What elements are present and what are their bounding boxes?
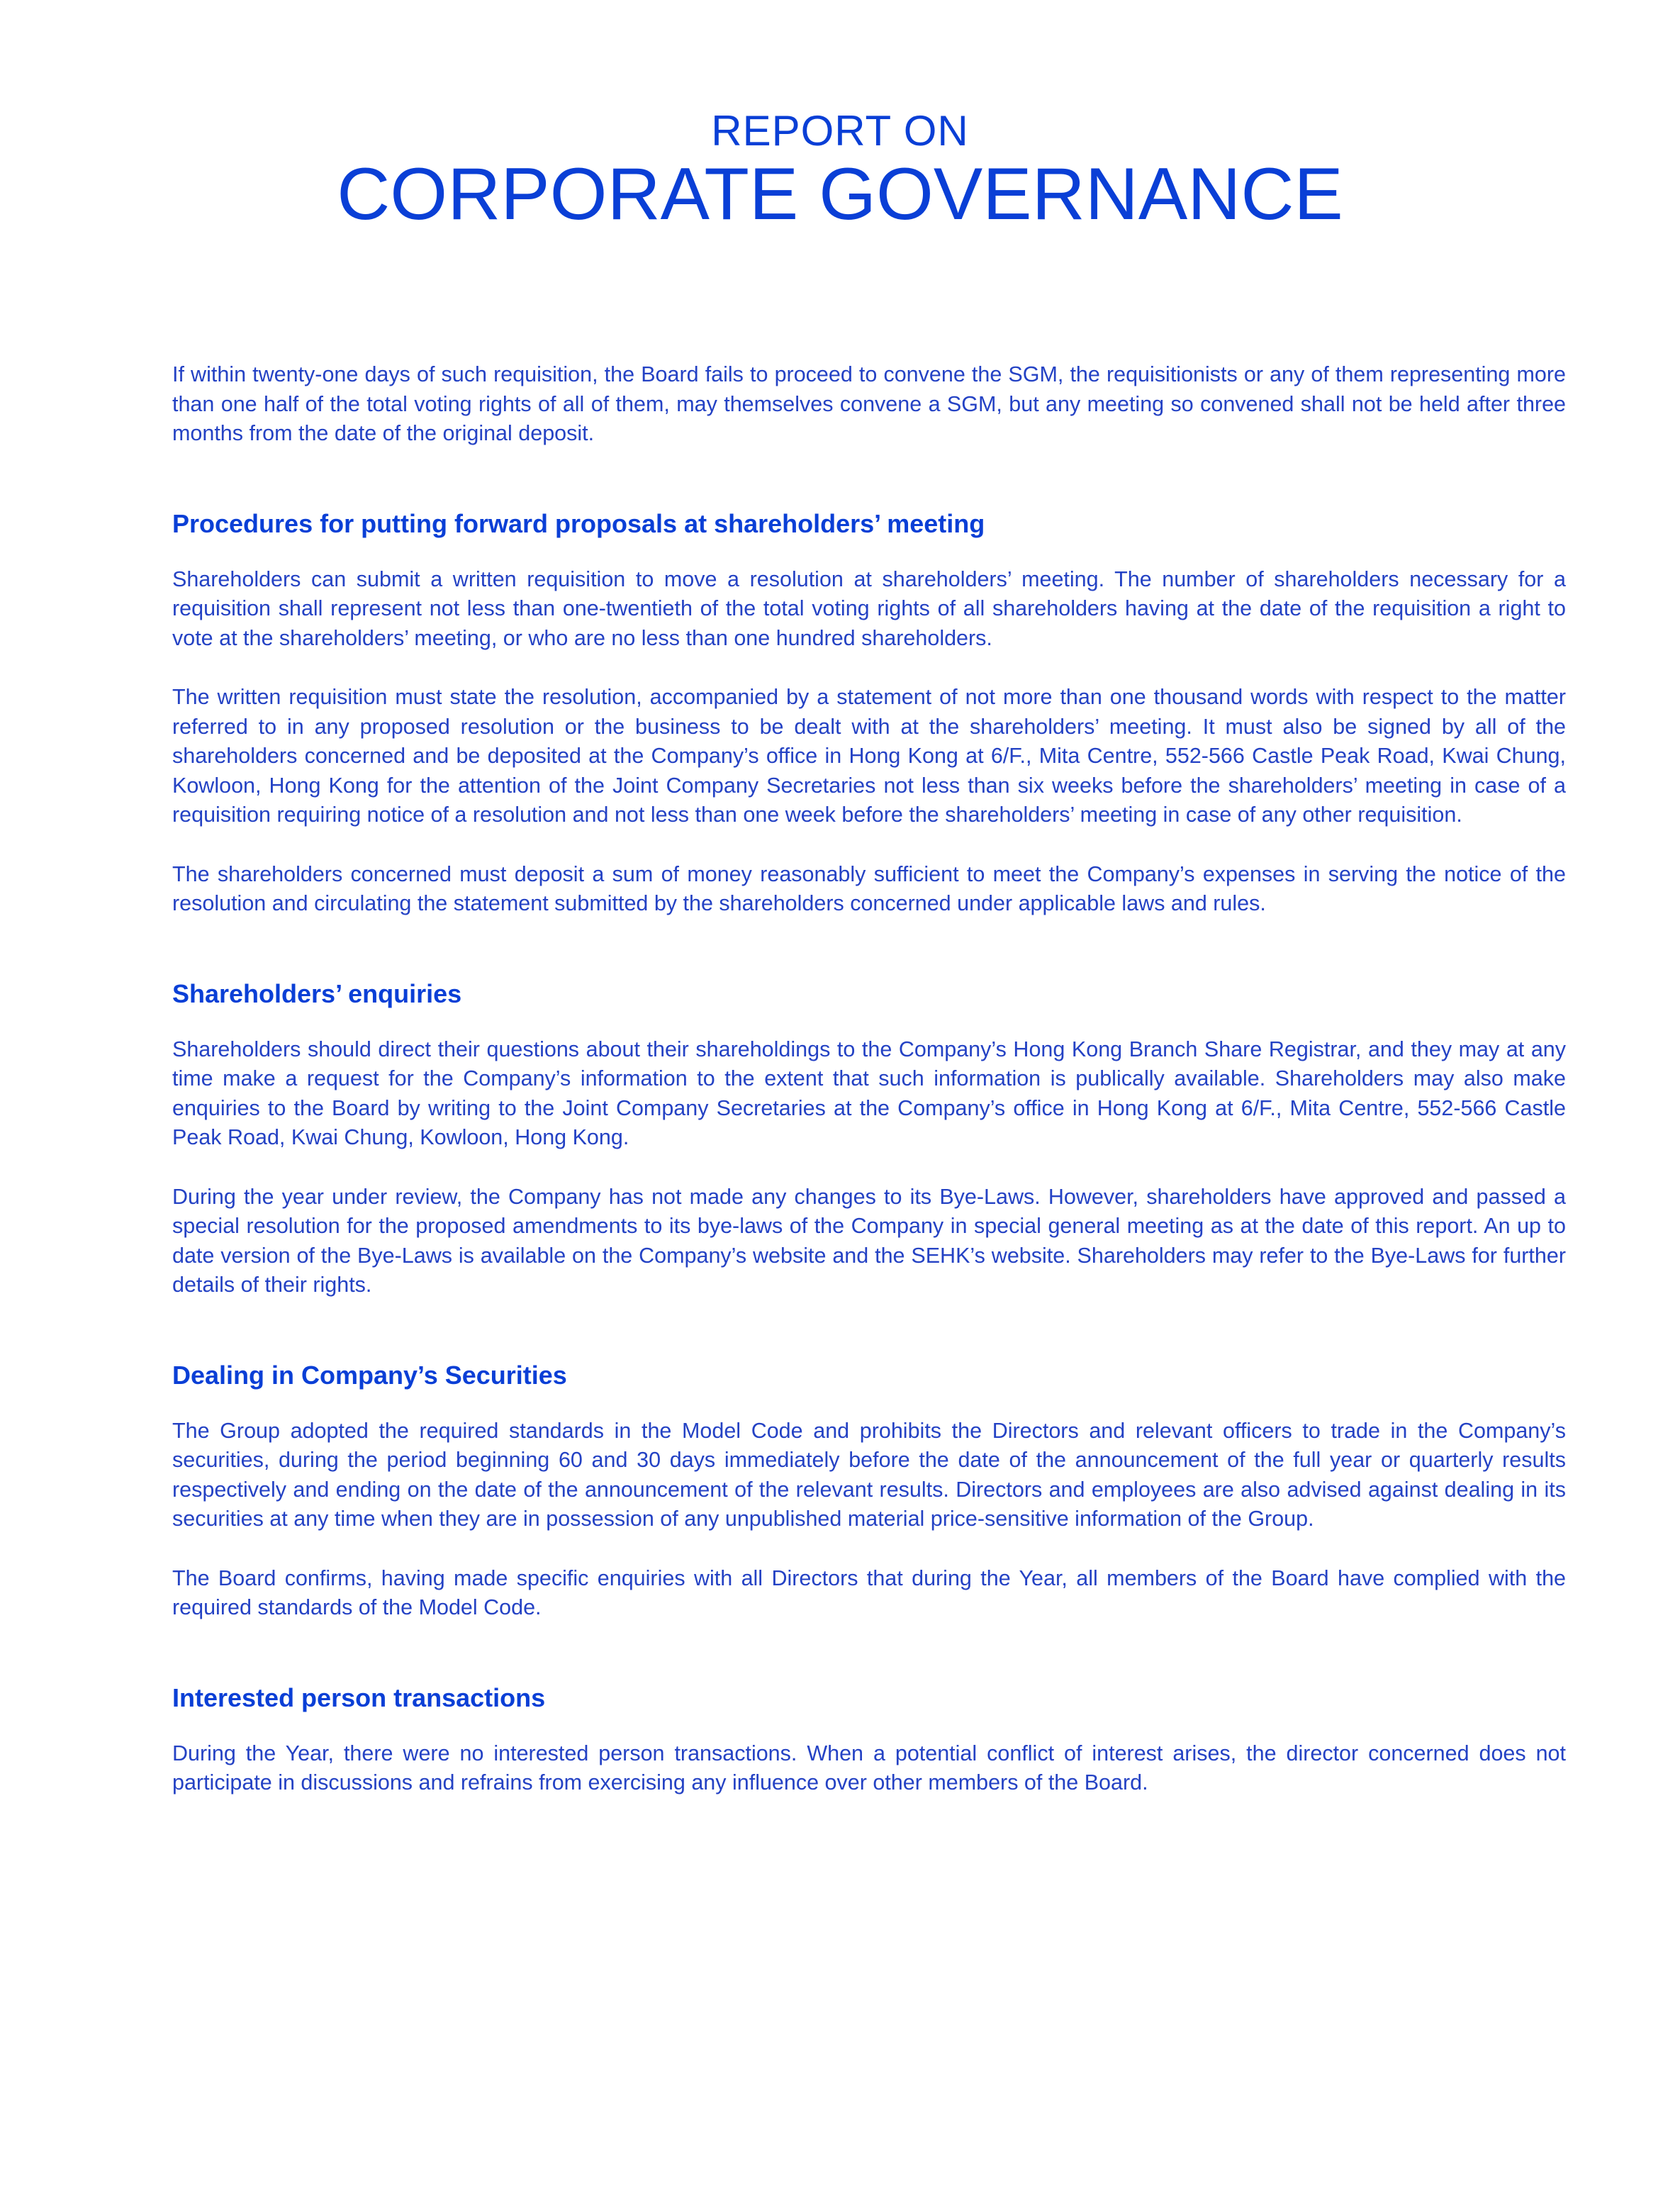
section-heading-proposals: Procedures for putting forward proposals at shareholders’ meeting (172, 508, 985, 538)
enquiries-paragraph-1: Shareholders should direct their questions about their shareholdings to the Company’s Hong Kong Branch Share Registrar, and they may at any time make a request for the Company’s information to the extent that such information is publically available. Shareholders may also make enquiries to the Board by writing to the Joint Company Secretaries at the Company’s office in Hong Kong at 6/F., Mita Centre, 552-566 Castle Peak Road, Kwai Chung, Kowloon, Hong Kong. (172, 1037, 1566, 1149)
proposals-paragraph-3: The shareholders concerned must deposit a sum of money reasonably sufficient to meet the Company’s expenses in serving the notice of the resolution and circulating the statement submitted by the shareholders concerned under applicable laws and rules. (172, 861, 1566, 915)
enquiries-paragraph-2: During the year under review, the Company has not made any changes to its Bye-Laws. However, shareholders have approved and passed a special resolution for the proposed amendments to its bye-laws of the Company in special general meeting as at the date of this report. An up to date version of the Bye-Laws is available on the Company’s website and the SEHK’s website. Shareholders may refer to the Bye-Laws for further details of their rights. (172, 1184, 1566, 1297)
report-header (0, 106, 1680, 234)
section-heading-dealing: Dealing in Company’s Securities (172, 1360, 567, 1390)
proposals-paragraph-2: The written requisition must state the resolution, accompanied by a statement of not more than one thousand words with respect to the matter referred to in any proposed resolution or the business to be dealt with at the shareholders’ meeting. It must also be signed by all of the shareholders concerned and be deposited at the Company’s office in Hong Kong at 6/F., Mita Centre, 552-566 Castle Peak Road, Kwai Chung, Kowloon, Hong Kong for the attention of the Joint Company Secretaries not less than six weeks before the shareholders’ meeting in case of a requisition requiring notice of a resolution and not less than one week before the shareholders’ meeting in case of any other requisition. (172, 685, 1566, 827)
dealing-paragraph-2: The Board confirms, having made specific enquiries with all Directors that during the Year, all members of the Board have complied with the required standards of the Model Code. (172, 1565, 1566, 1619)
proposals-paragraph-1: Shareholders can submit a written requisition to move a resolution at shareholders’ meeting. The number of shareholders necessary for a requisition shall represent not less than one-twentieth of the total voting rights of all shareholders having at the date of the requisition a right to vote at the shareholders’ meeting, or who are no less than one hundred shareholders. (172, 566, 1566, 650)
section-heading-enquiries: Shareholders’ enquiries (172, 978, 462, 1008)
section-heading-interested: Interested person transactions (172, 1682, 546, 1712)
interested-paragraph-1: During the Year, there were no interested person transactions. When a potential conflict of interest arises, the director concerned does not participate in discussions and refrains from exercising any influence over other members of the Board. (172, 1741, 1566, 1795)
dealing-paragraph-1: The Group adopted the required standards in the Model Code and prohibits the Directors and relevant officers to trade in the Company’s securities, during the period beginning 60 and 30 days immediately before the date of the announcement of the full year or quarterly results respectively and ending on the date of the announcement of the relevant results. Directors and employees are also advised against dealing in its securities at any time when they are in possession of any unpublished material price-sensitive information of the Group. (172, 1418, 1566, 1531)
intro-paragraph: If within twenty-one days of such requisition, the Board fails to proceed to convene the SGM, the requisitionists or any of them representing more than one half of the total voting rights of all of them, may themselves convene a SGM, but any meeting so convened shall not be held after three months from the date of the original deposit. (172, 362, 1566, 445)
report-title: CORPORATE GOVERNANCE (337, 153, 1343, 235)
report-body (172, 360, 1566, 1828)
report-subtitle: REPORT ON (711, 107, 969, 155)
